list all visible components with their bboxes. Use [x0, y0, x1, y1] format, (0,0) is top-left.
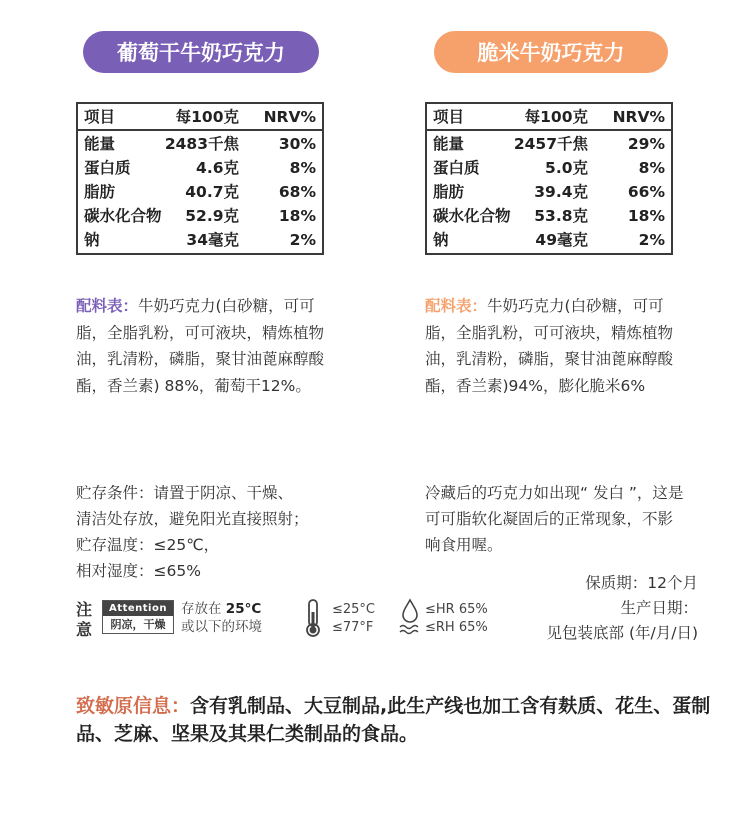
header-per100: 每100克	[524, 108, 588, 126]
production-date-label: 生产日期：	[620, 599, 698, 617]
table-row	[427, 132, 671, 156]
allergen-label: 致敏原信息：	[76, 695, 191, 717]
shelf-life: 保质期：12个月	[585, 574, 698, 592]
allergen-text: 含有乳制品、大豆制品,此生产线也加工含有麸质、花生、蛋制品、芝麻、坚果及其果仁类制品的食品。	[76, 695, 711, 745]
nutrition-table-left	[76, 102, 324, 255]
table-header-row	[78, 105, 322, 131]
row-label: 钠	[84, 231, 100, 249]
storage-line: 贮存条件：请置于阴凉、干燥、	[76, 484, 294, 502]
row-nrv: 18%	[627, 207, 665, 225]
row-value: 40.7克	[185, 183, 239, 201]
bloom-note	[425, 480, 710, 558]
attention-word	[76, 600, 96, 640]
row-nrv: 30%	[278, 135, 316, 153]
allergen-info	[76, 692, 716, 748]
date-info	[547, 571, 698, 646]
row-label: 碳水化合物	[84, 207, 162, 225]
row-label: 能量	[433, 135, 465, 153]
attention-char: 注	[76, 600, 93, 619]
attention-prefix: 存放在	[181, 601, 226, 617]
table-row	[78, 132, 322, 156]
header-nrv: NRV%	[612, 108, 665, 126]
row-value: 2457千焦	[513, 135, 588, 153]
attention-text	[181, 600, 262, 636]
humidity-waves-icon	[400, 626, 418, 634]
table-row	[427, 228, 671, 252]
row-nrv: 66%	[627, 183, 665, 201]
table-row	[78, 228, 322, 252]
water-drop-icon	[398, 598, 422, 642]
humidity-hr: ≤HR 65%	[425, 602, 488, 617]
storage-line: 相对湿度：≤65%	[76, 562, 201, 580]
row-label: 脂肪	[433, 183, 465, 201]
table-row	[78, 180, 322, 204]
row-value: 2483千焦	[164, 135, 239, 153]
row-label: 钠	[433, 231, 449, 249]
header-item: 项目	[84, 108, 116, 126]
row-label: 脂肪	[84, 183, 116, 201]
humidity-values	[425, 601, 488, 637]
humidity-rh: ≤RH 65%	[425, 620, 488, 635]
bloom-line: 可可脂软化凝固后的正常现象，不影	[425, 510, 674, 528]
attention-line2: 或以下的环境	[181, 619, 262, 635]
nutrition-table-right	[425, 102, 673, 255]
attention-temp: 25°C	[225, 601, 262, 617]
row-nrv: 2%	[638, 231, 665, 249]
ingredients-left	[76, 293, 338, 399]
row-value: 4.6克	[196, 159, 239, 177]
row-value: 52.9克	[185, 207, 239, 225]
row-value: 5.0克	[545, 159, 588, 177]
temp-celsius: ≤25°C	[332, 602, 376, 617]
table-row	[78, 156, 322, 180]
row-nrv: 8%	[638, 159, 665, 177]
product-title-right: 脆米牛奶巧克力	[434, 31, 668, 73]
temp-fahrenheit: ≤77°F	[332, 620, 374, 635]
ingredients-label: 配料表：	[425, 297, 488, 315]
attention-badge	[102, 600, 174, 634]
row-nrv: 68%	[278, 183, 316, 201]
row-label: 碳水化合物	[433, 207, 511, 225]
header-item: 项目	[433, 108, 465, 126]
ingredients-text: 牛奶巧克力(白砂糖，可可脂，全脂乳粉，可可液块，精炼植物油，乳清粉，磷脂，聚甘油蓖麻醇酸酯，香兰素)94%，膨化脆米6%	[425, 297, 674, 395]
ingredients-right	[425, 293, 687, 399]
row-label: 蛋白质	[433, 159, 480, 177]
ingredients-text: 牛奶巧克力(白砂糖，可可脂，全脂乳粉，可可液块，精炼植物油，乳清粉，磷脂，聚甘油蓖麻醇酸酯，香兰素) 88%，葡萄干12%。	[76, 297, 325, 395]
production-date-value: 见包装底部 (年/月/日)	[546, 624, 698, 642]
header-nrv: NRV%	[263, 108, 316, 126]
attention-char: 意	[76, 620, 93, 639]
product-title-left: 葡萄干牛奶巧克力	[83, 31, 319, 73]
row-nrv: 18%	[278, 207, 316, 225]
row-label: 能量	[84, 135, 116, 153]
row-label: 蛋白质	[84, 159, 131, 177]
row-value: 39.4克	[534, 183, 588, 201]
attention-badge-bottom: 阴凉，干燥	[110, 618, 166, 631]
attention-badge-top: Attention	[103, 601, 173, 616]
bloom-line: 响食用喔。	[425, 536, 503, 554]
bloom-line: 冷藏后的巧克力如出现“ 发白 ”，这是	[425, 484, 684, 502]
row-nrv: 8%	[289, 159, 316, 177]
row-nrv: 29%	[627, 135, 665, 153]
storage-line: 清洁处存放，避免阳光直接照射；	[76, 510, 309, 528]
temperature-values	[332, 601, 375, 637]
row-value: 53.8克	[534, 207, 588, 225]
row-value: 49毫克	[535, 231, 588, 249]
row-value: 34毫克	[186, 231, 239, 249]
thermometer-icon	[300, 598, 326, 642]
table-header-row	[427, 105, 671, 131]
header-per100: 每100克	[175, 108, 239, 126]
table-row	[427, 204, 671, 228]
table-row	[427, 156, 671, 180]
storage-line: 贮存温度：≤25℃，	[76, 536, 220, 554]
ingredients-label: 配料表：	[76, 297, 139, 315]
table-row	[78, 204, 322, 228]
row-nrv: 2%	[289, 231, 316, 249]
table-row	[427, 180, 671, 204]
storage-conditions	[76, 480, 376, 584]
